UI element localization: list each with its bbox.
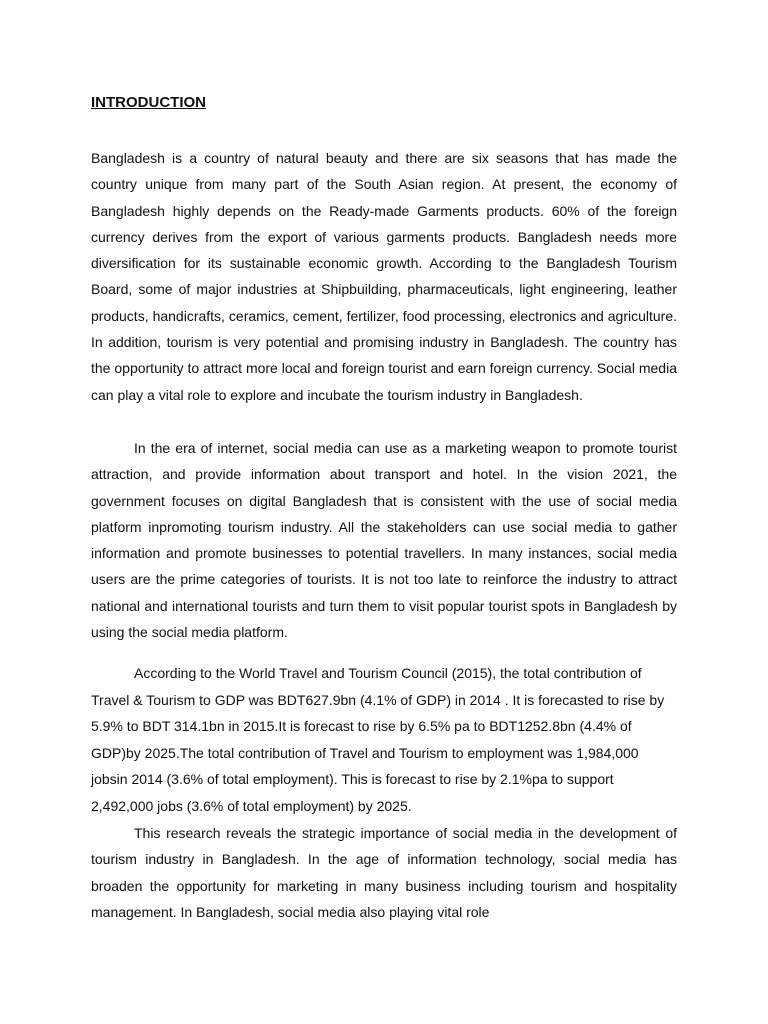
- paragraph-tourism-statistics: According to the World Travel and Tourism Council (2015), the total contribution of Travel & Tourism to GDP was BDT627.9bn (4.1% of GDP) in 2014 . It is forecasted to rise by 5.9% to BDT 314.1bn in 2015.It is forecast to rise by 6.5% pa to BDT1252.8bn (4.4% of GDP)by 2025.The total contribution of Travel and Tourism to employment was 1,984,000 jobsin 2014 (3.6% of total employment). This is forecast to rise by 2.1%pa to support 2,492,000 jobs (3.6% of total employment) by 2025.: [91, 665, 665, 814]
- paragraph-social-media-marketing: In the era of internet, social media can use as a marketing weapon to promote tourist attraction, and provide information about transport and hotel. In the vision 2021, the government focuses on digital Bangladesh that is consistent with the use of social media platform inpromoting tourism industry. All the stakeholders can use social media to gather information and promote businesses to potential travellers. In many instances, social media users are the prime categories of tourists. It is not too late to reinforce the industry to attract national and international tourists and turn them to visit popular tourist spots in Bangladesh by using the social media platform.: [91, 440, 677, 641]
- paragraph-research-importance: This research reveals the strategic importance of social media in the development of tourism industry in Bangladesh. In the age of information technology, social media has broaden the opportunity for marketing in many business including tourism and hospitality management. In Bangladesh, social media also playing vital role: [91, 825, 677, 920]
- section-heading: INTRODUCTION: [91, 94, 206, 111]
- paragraph-economy-overview: Bangladesh is a country of natural beauty and there are six seasons that has made the country unique from many part of the South Asian region. At present, the economy of Bangladesh highly depends on the Ready-made Garments products. 60% of the foreign currency derives from the export of various garments products. Bangladesh needs more diversification for its sustainable economic growth. According to the Bangladesh Tourism Board, some of major industries at Shipbuilding, pharmaceuticals, light engineering, leather products, handicrafts, ceramics, cement, fertilizer, food processing, electronics and agriculture. In addition, tourism is very potential and promising industry in Bangladesh. The country has the opportunity to attract more local and foreign tourist and earn foreign currency. Social media can play a vital role to explore and incubate the tourism industry in Bangladesh.: [91, 150, 677, 403]
